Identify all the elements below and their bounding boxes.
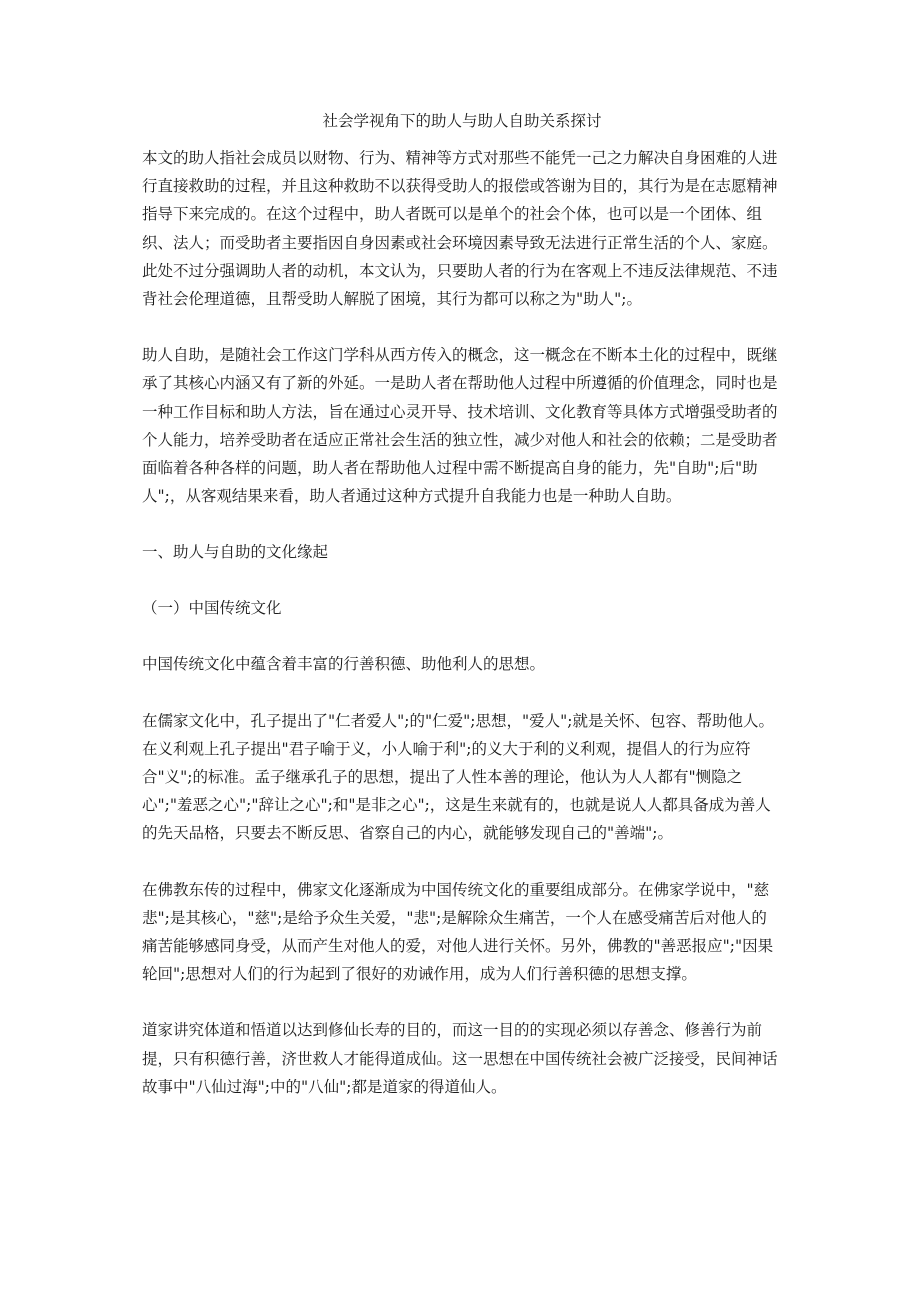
document-page [142,108,782,1129]
section-heading: 一、助人与自助的文化缘起 [142,543,329,562]
paragraph-buddhist: 在佛教东传的过程中，佛家文化逐渐成为中国传统文化的重要组成部分。在佛家学说中，"慈悲";是其核心，"慈";是给予众生关爱，"悲";是解除众生痛苦，一个人在感受痛苦后对他人的痛苦能够感同身受，从而产生对他人的爱，对他人进行关怀。另外，佛教的"善恶报应";"因果轮回";思想对人们的行为起到了很好的劝诫作用，成为人们行善积德的思想支撑。 [142,880,774,984]
paragraph-definition: 本文的助人指社会成员以财物、行为、精神等方式对那些不能凭一己之力解决自身困难的人进行直接救助的过程，并且这种救助不以获得受助人的报偿或答谢为目的，其行为是在志愿精神指导下来完成的。在这个过程中，助人者既可以是单个的社会个体，也可以是一个团体、组织、法人；而受助者主要指因自身因素或社会环境因素导致无法进行正常生活的个人、家庭。此处不过分强调助人者的动机，本文认为，只要助人者的行为在客观上不违反法律规范、不违背社会伦理道德，且帮受助人解脱了困境，其行为都可以称之为"助人";。 [142,149,778,309]
paragraph-taoist: 道家讲究体道和悟道以达到修仙长寿的目的，而这一目的的实现必须以存善念、修善行为前提，只有积德行善，济世救人才能得道成仙。这一思想在中国传统社会被广泛接受，民间神话故事中"八仙过海";中的"八仙";都是道家的得道仙人。 [142,1021,778,1096]
paragraph-confucian: 在儒家文化中，孔子提出了"仁者爱人";的"仁爱";思想，"爱人";就是关怀、包容、帮助他人。在义利观上孔子提出"君子喻于义，小人喻于利";的义大于利的义利观，提倡人的行为应符合"义";的标准。孟子继承孔子的思想，提出了人性本善的理论，他认为人人都有"恻隐之心";"羞恶之心";"辞让之心";和"是非之心";，这是生来就有的，也就是说人人都具备成为善人的先天品格，只要去不断反思、省察自己的内心，就能够发现自己的"善端";。 [142,711,774,843]
subsection-heading: （一）中国传统文化 [142,599,282,618]
document-title: 社会学视角下的助人与助人自助关系探讨 [322,112,602,130]
paragraph-traditional-culture: 中国传统文化中蕴含着丰富的行善积德、助他利人的思想。 [142,655,546,674]
paragraph-self-help: 助人自助，是随社会工作这门学科从西方传入的概念，这一概念在不断本土化的过程中，既继承了其核心内涵又有了新的外延。一是助人者在帮助他人过程中所遵循的价值理念，同时也是一种工作目标和助人方法，旨在通过心灵开导、技术培训、文化教育等具体方式增强受助者的个人能力，培养受助者在适应正常社会生活的独立性，减少对他人和社会的依赖；二是受助者面临着各种各样的问题，助人者在帮助他人过程中需不断提高自身的能力，先"自助";后"助人";，从客观结果来看，助人者通过这种方式提升自我能力也是一种助人自助。 [142,346,778,506]
